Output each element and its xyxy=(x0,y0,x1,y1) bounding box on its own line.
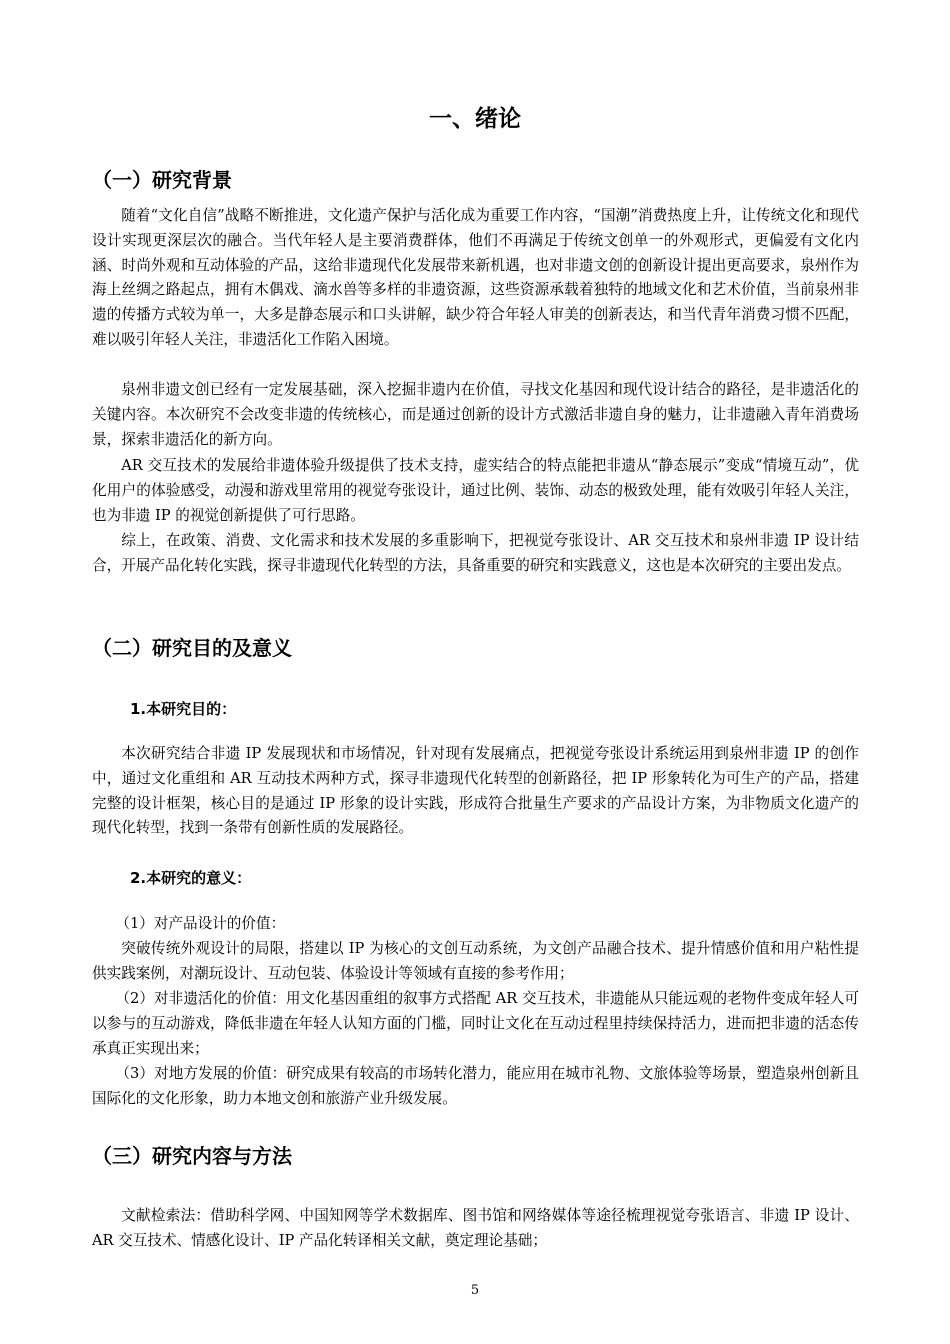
paragraph: 随着“文化自信”战略不断推进，文化遗产保护与活化成为重要工作内容，“国潮”消费热度上升，让传统文化和现代设计实现更深层次的融合。当代年轻人是主要消费群体，他们不再满足于传统文创单一的外观形式，更偏爱有文化内涵、时尚外观和互动体验的产品，这给非遗现代化发展带来新机遇，也对非遗文创的创新设计提出更高要求，泉州作为海上丝绸之路起点，拥有木偶戏、滴水兽等多样的非遗资源，这些资源承载着独特的地域文化和艺术价值，当前泉州非遗的传播方式较为单一，大多是静态展示和口头讲解，缺少符合年轻人审美的创新表达，和当代青年消费习惯不匹配，难以吸引年轻人关注，非遗活化工作陷入困境。 xyxy=(92,207,859,348)
chapter-title: 一、绪论 xyxy=(429,106,521,132)
subsection-heading-significance: 2.本研究的意义： xyxy=(130,869,252,887)
list-item: （3）对地方发展的价值：研究成果有较高的市场转化潜力，能应用在城市礼物、文旅体验等场景，塑造泉州创新且国际化的文化形象，助力本地文创和旅游产业升级发展。 xyxy=(92,1065,859,1107)
paragraph: AR 交互技术的发展给非遗体验升级提供了技术支持，虚实结合的特点能把非遗从“静态展示”变成“情境互动”，优化用户的体验感受，动漫和游戏里常用的视觉夸张设计，通过比例、装饰、动态的极致处理，能有效吸引年轻人关注，也为非遗 IP 的视觉创新提供了可行思路。 xyxy=(92,457,859,524)
section-heading-background: （一）研究背景 xyxy=(92,168,232,192)
paragraph: 本次研究结合非遗 IP 发展现状和市场情况，针对现有发展痛点，把视觉夸张设计系统运用到泉州非遗 IP 的创作中，通过文化重组和 AR 互动技术两种方式，探寻非遗现代化转型的创新路径，把 IP 形象转化为可生产的产品，搭建完整的设计框架，核心目的是通过 IP 形象的设计实践，形成符合批量生产要求的产品设计方案，为非物质文化遗产的现代化转型，找到一条带有创新性质的发展路径。 xyxy=(92,745,859,837)
subsection-heading-purpose: 1.本研究目的： xyxy=(130,700,237,718)
list-item: （2）对非遗活化的价值：用文化基因重组的叙事方式搭配 AR 交互技术，非遗能从只能远观的老物件变成年轻人可以参与的互动游戏，降低非遗在年轻人认知方面的门槛，同时让文化在互动过程里持续保持活力，进而把非遗的活态传承真正实现出来； xyxy=(92,990,859,1057)
page-number: 5 xyxy=(470,1283,480,1298)
section-heading-purpose: （二）研究目的及意义 xyxy=(92,636,292,660)
paragraph: 泉州非遗文创已经有一定发展基础，深入挖掘非遗内在价值，寻找文化基因和现代设计结合的路径，是非遗活化的关键内容。本次研究不会改变非遗的传统核心，而是通过创新的设计方式激活非遗自身的魅力，让非遗融入青年消费场景，探索非遗活化的新方向。 xyxy=(92,381,859,448)
paragraph: 文献检索法：借助科学网、中国知网等学术数据库、图书馆和网络媒体等途径梳理视觉夸张语言、非遗 IP 设计、AR 交互技术、情感化设计、IP 产品化转译相关文献，奠定理论基础； xyxy=(92,1207,859,1249)
list-item: （1）对产品设计的价值： xyxy=(115,915,286,932)
paragraph: 综上，在政策、消费、文化需求和技术发展的多重影响下，把视觉夸张设计、AR 交互技术和泉州非遗 IP 设计结合，开展产品化转化实践，探寻非遗现代化转型的方法，具备重要的研究和实践意义，这也是本次研究的主要出发点。 xyxy=(92,532,859,574)
paragraph: 突破传统外观设计的局限，搭建以 IP 为核心的文创互动系统，为文创产品融合技术、提升情感价值和用户粘性提供实践案例，对潮玩设计、互动包装、体验设计等领域有直接的参考作用； xyxy=(92,940,859,982)
section-heading-methods: （三）研究内容与方法 xyxy=(92,1144,292,1168)
